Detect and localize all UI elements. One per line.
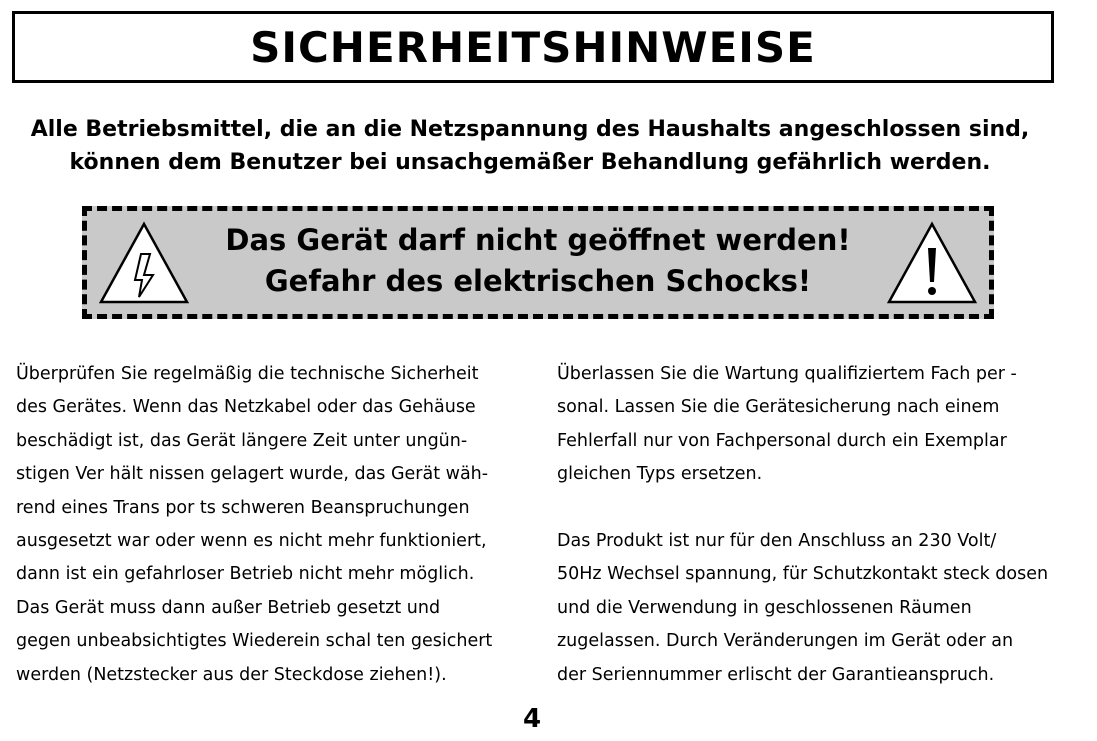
text-line: gegen unbeabsichtigtes Wiederein schal ten gesichert <box>16 631 493 652</box>
warning-line-1: Das Gerät darf nicht geöffnet werden! <box>225 223 851 257</box>
text-line: rend eines Trans por ts schweren Beanspruchungen <box>16 497 470 518</box>
text-line: Überlassen Sie die Wartung qualifiziertem Fach per - <box>557 364 1017 384</box>
paragraph-maintenance <box>557 358 1082 492</box>
text-line: zugelassen. Durch Veränderungen im Gerät oder an <box>557 631 1014 652</box>
text-line: Das Produkt ist nur für den Anschluss an 230 Volt/ <box>557 531 997 552</box>
text-line: sonal. Lassen Sie die Gerätesicherung nach einem <box>557 397 1000 418</box>
text-line: Überprüfen Sie regelmäßig die technische Sicherheit <box>16 364 479 384</box>
text-line: der Seriennummer erlischt der Garantieanspruch. <box>557 664 995 685</box>
right-column <box>557 358 1082 692</box>
intro-line: Alle Betriebsmittel, die an die Netzspannung des Haushalts angeschlossen sind, <box>30 117 1030 142</box>
page-number: 4 <box>522 704 542 734</box>
warning-box <box>82 206 994 319</box>
text-line: beschädigt ist, das Gerät längere Zeit unter ungün- <box>16 430 468 451</box>
intro-line: können dem Benutzer bei unsachgemäßer Behandlung gefährlich werden. <box>69 150 991 175</box>
text-line: gleichen Typs ersetzen. <box>557 464 763 485</box>
paragraph-power <box>557 525 1082 692</box>
text-line: werden (Netzstecker aus der Steckdose ziehen!). <box>16 664 447 685</box>
page-title: SICHERHEITSHINWEISE <box>250 22 816 72</box>
warning-line-2: Gefahr des elektrischen Schocks! <box>264 264 812 298</box>
text-line: dann ist ein gefahrloser Betrieb nicht mehr möglich. <box>16 564 475 585</box>
text-line: des Gerätes. Wenn das Netzkabel oder das Gehäuse <box>16 397 476 418</box>
text-line: ausgesetzt war oder wenn es nicht mehr funktioniert, <box>16 531 487 552</box>
title-box <box>12 11 1054 83</box>
exclamation-icon <box>885 220 979 306</box>
text-line: 50Hz Wechsel spannung, für Schutzkontakt steck dosen <box>557 564 1049 585</box>
text-line: Das Gerät muss dann außer Betrieb gesetzt und <box>16 597 441 618</box>
text-line: und die Verwendung in geschlossenen Räumen <box>557 597 972 618</box>
text-line: stigen Ver hält nissen gelagert wurde, das Gerät wäh- <box>16 464 489 485</box>
text-line: Fehlerfall nur von Fachpersonal durch ein Exemplar <box>557 430 1007 451</box>
left-column <box>16 358 541 692</box>
intro-text <box>0 113 1060 179</box>
